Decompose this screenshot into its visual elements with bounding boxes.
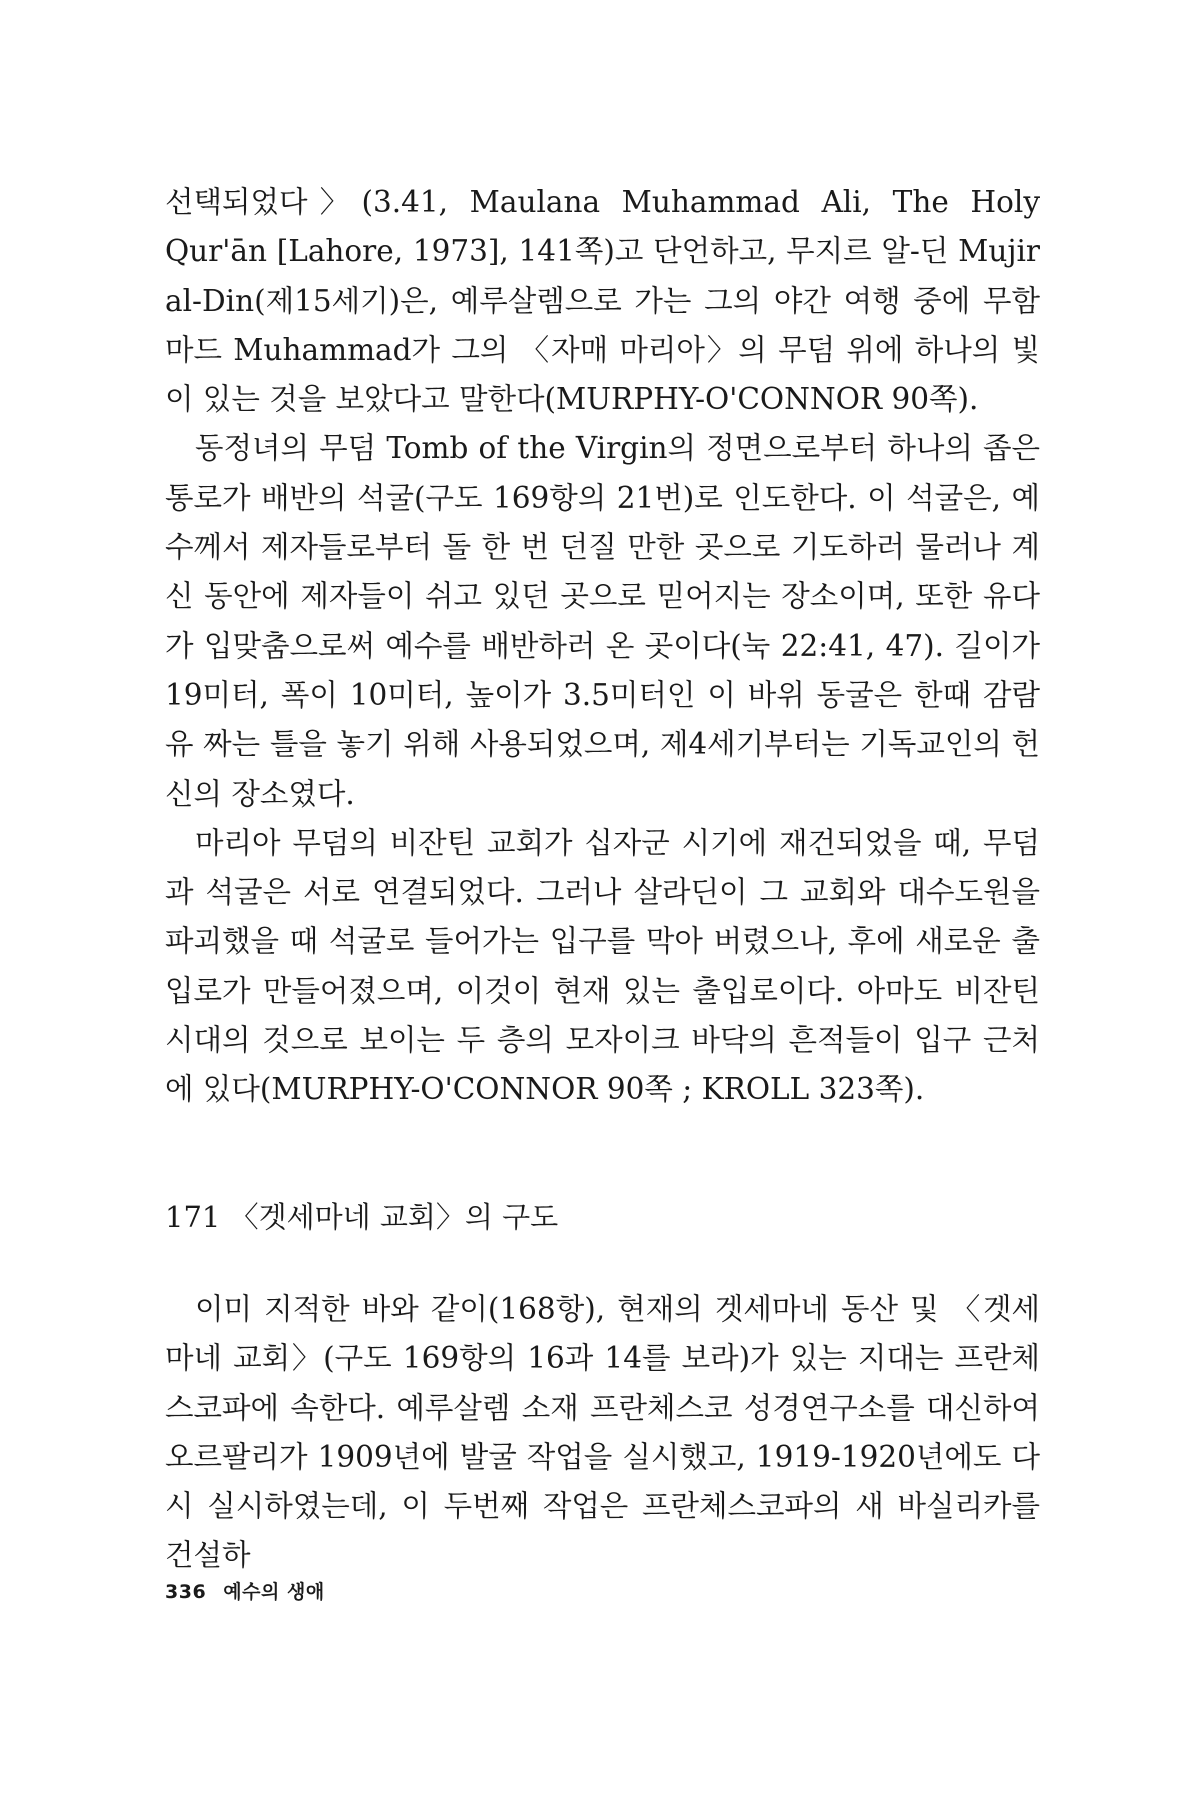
paragraph-1: 선택되었다〉(3.41, Maulana Muhammad Ali, The Holy Qur'ān [Lahore, 1973], 141쪽)고 단언하고, 무지르 알-딘 Mujir al-Din(제15세기)은, 예루살렘으로 가는 그의 야간 여행 중에 무함마드 Muhammad가 그의 〈자매 마리아〉의 무덤 위에 하나의 빛이 있는 것을 보았다고 말한다(MURPHY-O'CONNOR 90쪽). [165,185,1040,417]
body-text-bottom [165,1285,1040,1581]
paragraph-3: 마리아 무덤의 비잔틴 교회가 십자군 시기에 재건되었을 때, 무덤과 석굴은 서로 연결되었다. 그러나 살라딘이 그 교회와 대수도원을 파괴했을 때 석굴로 들어가는 입구를 막아 버렸으나, 후에 새로운 출입로가 만들어졌으며, 이것이 현재 있는 출입로이다. 아마도 비잔틴 시대의 것으로 보이는 두 층의 모자이크 바닥의 흔적들이 입구 근처에 있다(MURPHY-O'CONNOR 90쪽 ; KROLL 323쪽). [165,825,1040,1107]
page-footer [165,1577,325,1604]
paragraph-2: 동정녀의 무덤 Tomb of the Virgin의 정면으로부터 하나의 좁은 통로가 배반의 석굴(구도 169항의 21번)로 인도한다. 이 석굴은, 예수께서 제자들로부터 돌 한 번 던질 만한 곳으로 기도하러 물러나 계신 동안에 제자들이 쉬고 있던 곳으로 믿어지는 장소이며, 또한 유다가 입맞춤으로써 예수를 배반하러 온 곳이다(눅 22:41, 47). 길이가 19미터, 폭이 10미터, 높이가 3.5미터인 이 바위 동굴은 한때 감람유 짜는 틀을 놓기 위해 사용되었으며, 제4세기부터는 기독교인의 헌신의 장소였다. [165,431,1040,811]
page-number: 336 [165,1581,207,1603]
body-text-top [165,178,1040,1115]
section-heading: 171 〈겟세마네 교회〉의 구도 [165,1200,559,1234]
running-title: 예수의 생애 [223,1581,325,1603]
paragraph-4: 이미 지적한 바와 같이(168항), 현재의 겟세마네 동산 및 〈겟세마네 교회〉(구도 169항의 16과 14를 보라)가 있는 지대는 프란체스코파에 속한다. 예루살렘 소재 프란체스코 성경연구소를 대신하여 오르팔리가 1909년에 발굴 작업을 실시했고, 1919-1920년에도 다시 실시하였는데, 이 두번째 작업은 프란체스코파의 새 바실리카를 건설하 [165,1292,1040,1573]
